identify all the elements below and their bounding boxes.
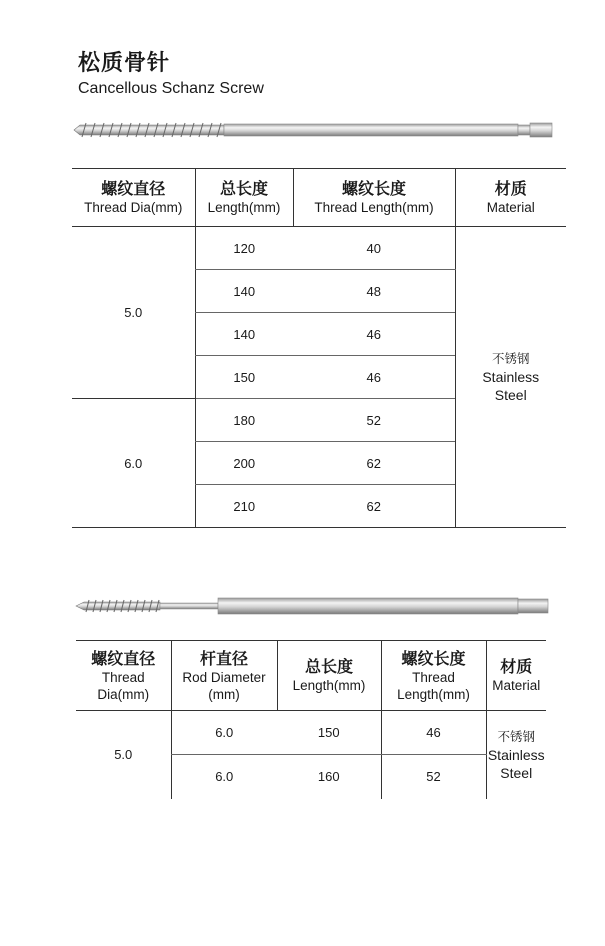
thread-length-cell: 46 [293, 356, 455, 399]
header-length [277, 641, 381, 711]
header-rod-diameter [171, 641, 277, 711]
thread-length-cell: 48 [293, 270, 455, 313]
header-length-en: Length(mm) [207, 200, 281, 215]
spec-table-1 [72, 168, 566, 528]
header-thread-dia [76, 641, 171, 711]
length-cell: 140 [195, 313, 293, 356]
cancellous-screw-image-2 [74, 593, 552, 619]
header-thread-dia-en-line1: Thread [101, 669, 145, 685]
header-thread-length [293, 169, 455, 227]
page-title-cn: 松质骨针 [78, 51, 171, 76]
material-cn: 不锈钢 [497, 728, 535, 744]
header-thread-length-cn: 螺纹长度 [341, 179, 406, 198]
rod-diameter-cell: 6.0 [171, 711, 277, 755]
header-material [486, 641, 546, 711]
header-thread-dia-cn: 螺纹直径 [101, 179, 166, 198]
header-thread-dia [72, 169, 195, 227]
table1-header-row [72, 169, 566, 227]
rod-diameter-cell: 6.0 [171, 755, 277, 799]
length-cell: 150 [277, 711, 381, 755]
header-thread-dia-en-line2: Dia(mm) [97, 686, 150, 702]
spec-table-2 [76, 640, 546, 799]
length-cell: 150 [195, 356, 293, 399]
header-thread-length-en-line1: Thread [412, 669, 455, 685]
thread-length-cell: 62 [293, 442, 455, 485]
material-cell [455, 227, 566, 528]
header-thread-length [381, 641, 486, 711]
length-cell: 210 [195, 485, 293, 528]
thread-length-cell: 40 [293, 227, 455, 270]
header-thread-length-en: Thread Length(mm) [314, 200, 434, 215]
table2-header-row [76, 641, 546, 711]
header-material [455, 169, 566, 227]
thread-length-cell: 62 [366, 498, 381, 514]
thread-length-cell: 52 [381, 755, 486, 799]
material-en-line2: Steel [494, 387, 527, 403]
header-thread-dia-en: Thread Dia(mm) [84, 200, 183, 215]
table-row [72, 227, 566, 270]
header-rod-diameter-cn: 杆直径 [199, 648, 248, 668]
thread-length-cell: 52 [293, 399, 455, 442]
thread-length-cell: 46 [293, 313, 455, 356]
material-cell [486, 711, 546, 799]
thread-length-cell: 46 [381, 711, 486, 755]
header-rod-diameter-en-line1: Rod Diameter [182, 669, 266, 685]
length-cell: 120 [195, 227, 293, 270]
header-material-en: Material [486, 200, 535, 215]
thread-dia-cell: 5.0 [114, 747, 133, 763]
header-material-cn: 材质 [494, 179, 527, 198]
header-material-cn: 材质 [500, 657, 533, 676]
material-cn: 不锈钢 [491, 351, 530, 366]
page-title-en: Cancellous Schanz Screw [78, 80, 264, 97]
length-cell: 180 [195, 399, 293, 442]
header-length-cn: 总长度 [219, 179, 268, 198]
header-material-en: Material [492, 678, 541, 693]
header-thread-length-en-line2: Length(mm) [397, 686, 470, 702]
material-en-line1: Stainless [482, 369, 540, 385]
header-length-en: Length(mm) [292, 678, 366, 693]
header-length-cn: 总长度 [304, 657, 353, 676]
length-cell: 160 [317, 769, 340, 785]
thread-dia-cell: 5.0 [72, 227, 195, 399]
length-cell: 140 [195, 270, 293, 313]
length-cell: 200 [195, 442, 293, 485]
thread-dia-cell: 6.0 [124, 455, 143, 471]
material-en-line2: Steel [500, 764, 533, 781]
cancellous-screw-image-1 [72, 116, 554, 144]
header-rod-diameter-en-line2: (mm) [208, 686, 240, 702]
header-thread-dia-cn: 螺纹直径 [91, 648, 156, 668]
material-en-line1: Stainless [487, 746, 545, 763]
header-length [195, 169, 293, 227]
header-thread-length-cn: 螺纹长度 [401, 648, 466, 668]
table-row [76, 711, 546, 755]
